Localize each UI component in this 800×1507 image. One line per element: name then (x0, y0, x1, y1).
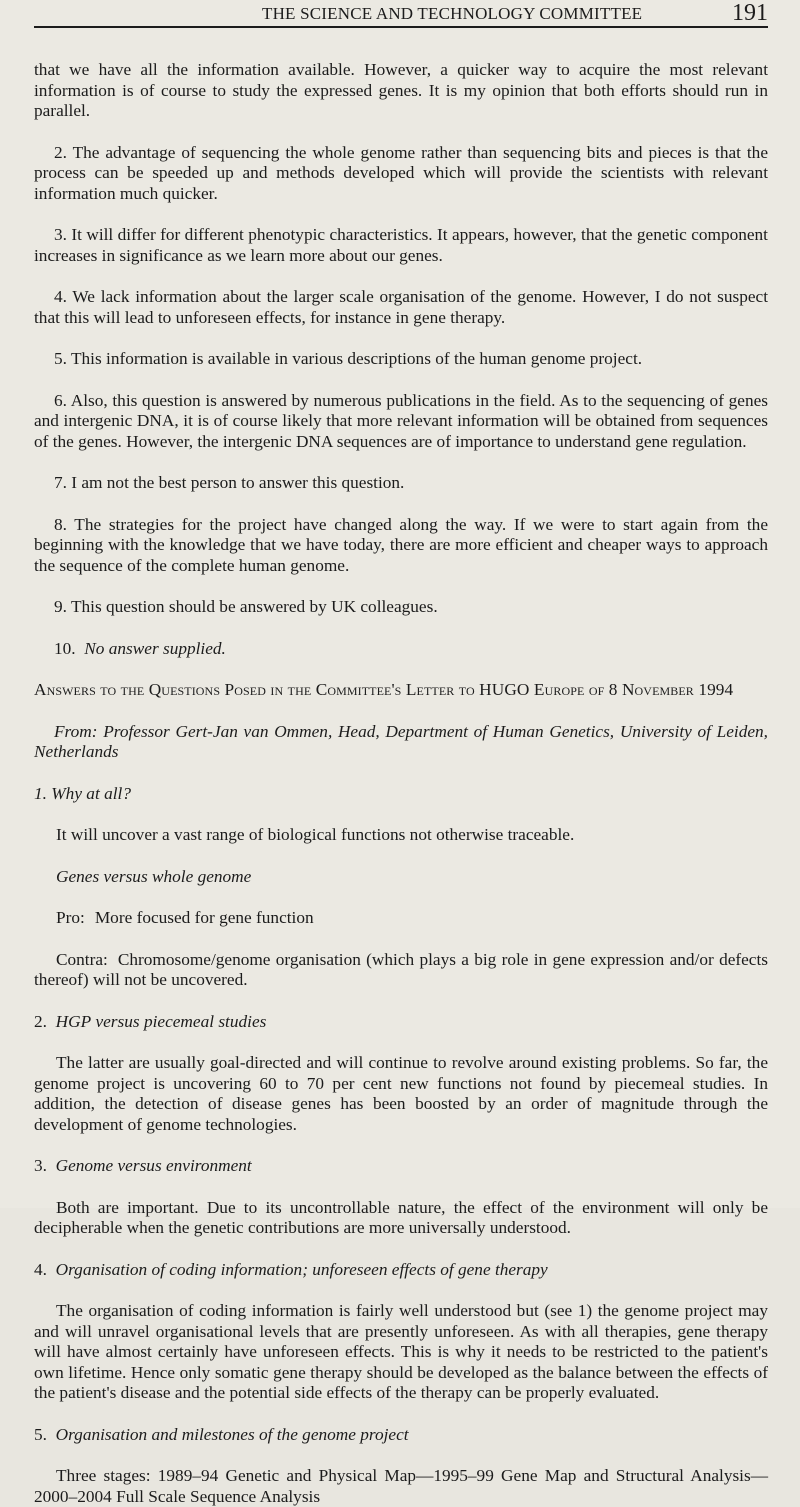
section-1-subheading: Genes versus whole genome (56, 866, 252, 886)
section-3-number: 3. (34, 1156, 47, 1175)
section-3-heading (34, 1156, 768, 1177)
section-5-title: Organisation and milestones of the genome project (55, 1424, 409, 1444)
section-4-number: 4. (34, 1259, 47, 1279)
pro-label: Pro: (56, 908, 85, 927)
page-number: 191 (732, 0, 768, 26)
answer-2: 2. The advantage of sequencing the whole genome rather than sequencing bits and pieces is that the process can be speeded up and methods developed which will provide the scientists with relevant information much quicker. (34, 142, 768, 203)
paragraph-continuation: that we have all the information available. However, a quicker way to acquire the most relevant information is of course to study the expressed genes. It is my opinion that both efforts should run in parallel. (34, 60, 768, 120)
section-2-heading (34, 1012, 768, 1033)
section-4-title: Organisation of coding information; unforeseen effects of gene therapy (55, 1259, 548, 1279)
section-1-contra (34, 950, 768, 991)
section-2-title-c: piecemeal studies (143, 1011, 267, 1031)
answer-4: 4. We lack information about the larger scale organisation of the genome. However, I do not suspect that this will lead to unforeseen effects, for instance in gene therapy. (34, 287, 768, 327)
answer-7: 7. I am not the best person to answer this question. (54, 473, 405, 492)
section-5-number: 5. (34, 1424, 47, 1444)
answer-9: 9. This question should be answered by UK colleagues. (54, 597, 438, 616)
section-5-heading (34, 1425, 768, 1446)
answer-10 (34, 639, 768, 660)
section-5-text: Three stages: 1989–94 Genetic and Physical Map—1995–99 Gene Map and Structural Analysis—2000–2004 Full Scale Sequence Analysis (34, 1466, 768, 1506)
section-2-number: 2. (34, 1011, 47, 1031)
from-line: From: Professor Gert-Jan van Ommen, Head, Department of Human Genetics, University of Leiden, Netherlands (34, 721, 768, 761)
section-1-text: It will uncover a vast range of biological functions not otherwise traceable. (56, 825, 575, 844)
section-2-title-a: HGP (55, 1011, 92, 1031)
answer-5: 5. This information is available in various descriptions of the human genome project. (54, 349, 643, 368)
header-rule (34, 26, 768, 28)
pro-text: More focused for gene function (94, 908, 314, 927)
contra-text: Chromosome/genome organisation (which plays a big role in gene expression and/or defects thereof) will not be uncovered. (34, 949, 768, 989)
answer-8: 8. The strategies for the project have changed along the way. If we were to start again from the beginning with the knowledge that we have today, there are more efficient and cheaper ways to approach the sequence of the complete human genome. (34, 514, 768, 575)
contra-label: Contra: (56, 949, 108, 969)
page-header (34, 0, 768, 60)
section-4-heading (34, 1260, 768, 1281)
answer-6: 6. Also, this question is answered by numerous publications in the field. As to the sequencing of genes and intergenic DNA, it is of course likely that more relevant information will be obtained from sequences of the genes. However, the intergenic DNA sequences are of importance to understand gene regulation. (34, 390, 768, 451)
answer-10-number: 10. (54, 638, 76, 658)
section-3-title: Genome versus environment (55, 1156, 252, 1175)
section-3-text: Both are important. Due to its uncontrollable nature, the effect of the environment will only be decipherable when the genetic contributions are more universally understood. (34, 1197, 768, 1237)
running-title: THE SCIENCE AND TECHNOLOGY COMMITTEE (262, 4, 643, 23)
document-body (34, 60, 768, 1507)
answers-heading: Answers to the Questions Posed in the Committee's Letter to HUGO Europe of 8 November 1994 (34, 680, 734, 699)
answer-3: 3. It will differ for different phenotypic characteristics. It appears, however, that the genetic component increases in significance as we learn more about our genes. (34, 225, 768, 265)
section-4-text: The organisation of coding information is fairly well understood but (see 1) the genome project may and will unravel organisational levels that are presently unforeseen. As with all therapies, gene therapy will have almost certainly have unforeseen effects. This is why it needs to be restricted to the patient's own lifetime. Hence only somatic gene therapy should be developed as the balance between the effects of the patient's disease and the potential side effects of the therapy can be properly evaluated. (34, 1301, 768, 1402)
section-2-title-b: versus (95, 1011, 140, 1031)
section-1-pro (34, 908, 768, 929)
answer-10-text: No answer supplied. (84, 638, 226, 658)
section-1-heading: 1. Why at all? (34, 783, 131, 803)
section-2-text: The latter are usually goal-directed and will continue to revolve around existing problems. So far, the genome project is uncovering 60 to 70 per cent new functions not found by piecemeal studies. In addition, the detection of disease genes has been boosted by an order of magnitude through the development of genome technologies. (34, 1053, 768, 1134)
